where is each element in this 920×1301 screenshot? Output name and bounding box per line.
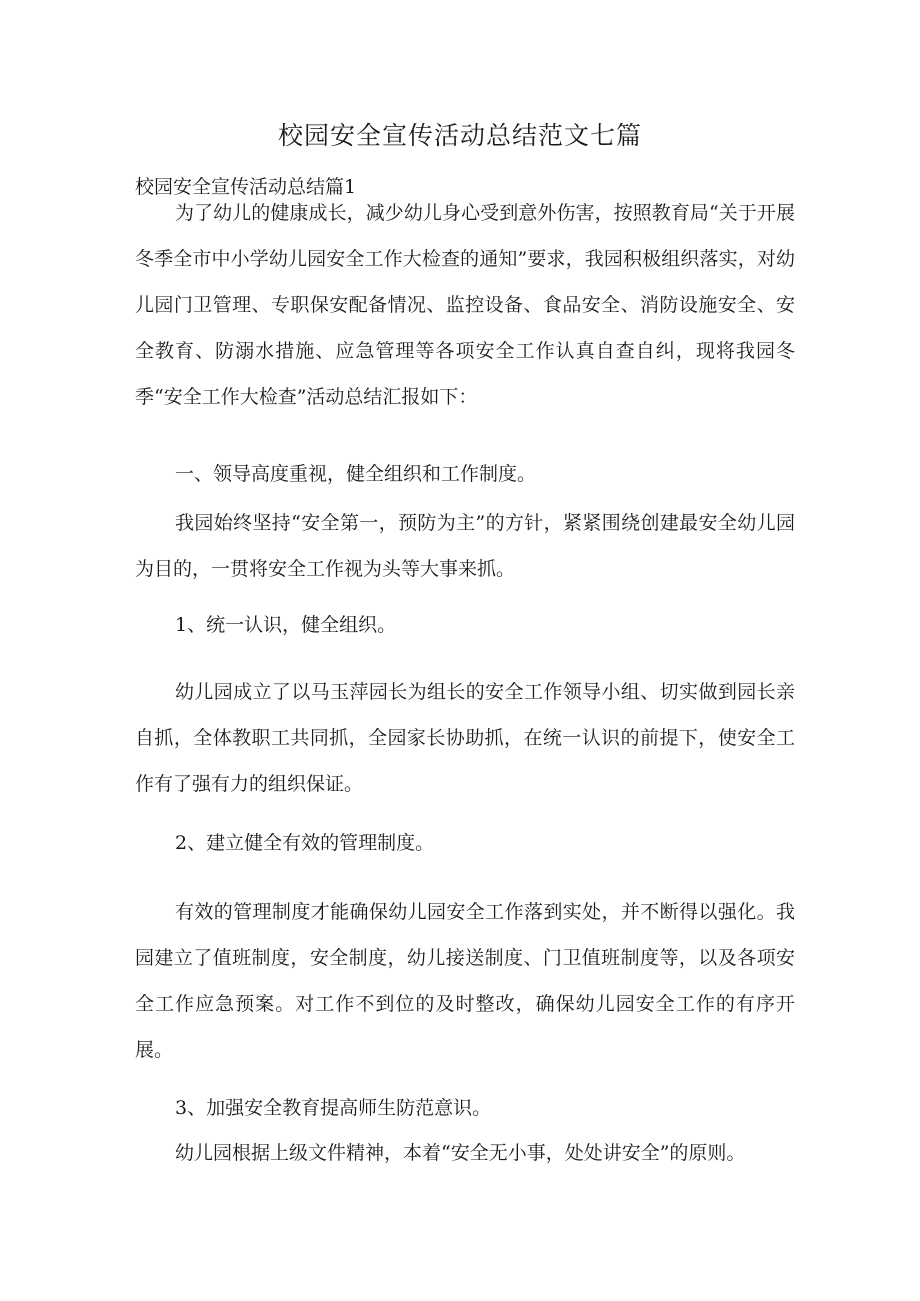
heading-unify: 1、统一认识，健全组织。 [175,614,397,636]
paragraph-intro: 为了幼儿的健康成长，减少幼儿身心受到意外伤害，按照教育局“关于开展冬季全市中小学幼儿园安全工作大检查的通知”要求，我园积极组织落实，对幼儿园门卫管理、专职保安配备情况、监控设备、食品安全、消防设施安全、安全教育、防溺水措施、应急管理等各项安全工作认真自查自纠，现将我园冬季“安全工作大检查”活动总结汇报如下： [135,202,795,408]
paragraph-rules: 有效的管理制度才能确保幼儿园安全工作落到实处，并不断得以强化。我园建立了值班制度，安全制度，幼儿接送制度、门卫值班制度等，以及各项安全工作应急预案。对工作不到位的及时整改，确保幼儿园安全工作的有序开展。 [135,901,795,1061]
paragraph-education: 幼儿园根据上级文件精神，本着“安全无小事，处处讲安全”的原则。 [175,1142,746,1164]
heading-rules: 2、建立健全有效的管理制度。 [175,832,435,854]
document-title: 校园安全宣传活动总结范文七篇 [277,121,642,150]
heading-leadership: 一、领导高度重视，健全组织和工作制度。 [175,463,537,485]
heading-education: 3、加强安全教育提高师生防范意识。 [175,1097,492,1119]
paragraph-policy: 我园始终坚持“安全第一，预防为主”的方针，紧紧围绕创建最安全幼儿园为目的，一贯将安全工作视为头等大事来抓。 [135,512,795,580]
section-subtitle: 校园安全宣传活动总结篇1 [135,176,357,198]
paragraph-organization: 幼儿园成立了以马玉萍园长为组长的安全工作领导小组、切实做到园长亲自抓，全体教职工共同抓，全园家长协助抓，在统一认识的前提下，使安全工作有了强有力的组织保证。 [135,681,795,795]
